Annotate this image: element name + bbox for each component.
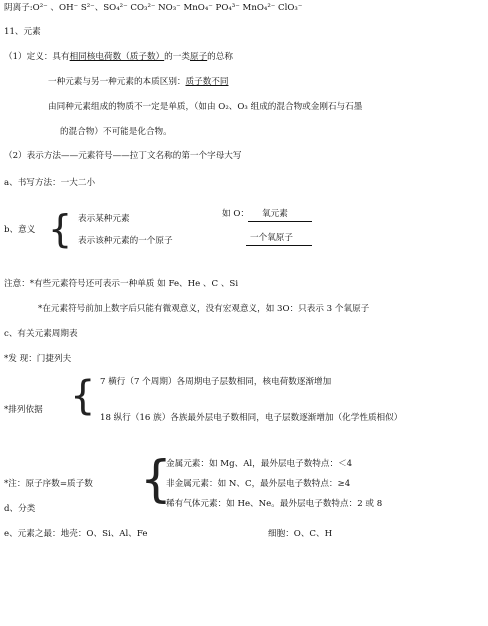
arrange-row-groups: 18 纵行（16 族）各族最外层电子数相同，电子层数逐渐增加（化学性质相似） bbox=[100, 413, 403, 423]
periodic-table-heading: c、有关元素周期表 bbox=[4, 329, 78, 339]
example-oxygen-atom: 一个氧原子 bbox=[250, 233, 293, 243]
definition-prefix: （1）定义：具有 bbox=[4, 52, 70, 62]
attention-line-1: 注意：*有些元素符号还可表示一种单质 如 Fe、He 、C 、Si bbox=[4, 279, 239, 289]
definition-underline-2: 原子 bbox=[189, 52, 208, 62]
example-prefix: 如 O： bbox=[222, 209, 249, 219]
difference-answer: 质子数不同 bbox=[185, 77, 229, 87]
note-line-1: 由同种元素组成的物质不一定是单质，（如由 O₂、O₃ 组成的混合物或金刚石与石墨 bbox=[48, 102, 363, 112]
definition-suffix: 的总称 bbox=[207, 52, 233, 62]
classify-note: *注：原子序数=质子数 bbox=[4, 479, 93, 489]
definition-underline-1: 相同核电荷数（质子数） bbox=[69, 52, 165, 62]
arrange-label: *排列依据 bbox=[4, 405, 43, 415]
example-underline-2 bbox=[246, 245, 312, 246]
discovery-line: *发 现：门捷列夫 bbox=[4, 354, 72, 364]
meaning-brace-icon: { bbox=[48, 207, 73, 251]
classify-metal: 金属元素：如 Mg、Al，最外层电子数特点：＜4 bbox=[166, 459, 353, 469]
classify-noble: 稀有气体元素：如 He、Ne。最外层电子数特点：2 或 8 bbox=[166, 499, 383, 509]
element-most-cell: 细胞：O、C、H bbox=[268, 529, 333, 539]
anion-line: 阴离子:O²⁻ 、OH⁻ S²⁻、SO₄²⁻ CO₃²⁻ NO₃⁻ MnO₄⁻ PO₄³⁻ MnO₄²⁻ ClO₃⁻ bbox=[4, 3, 303, 13]
note-line-2: 的混合物）不可能是化合物。 bbox=[60, 127, 172, 137]
definition-mid: 的一类 bbox=[164, 52, 190, 62]
arrange-row-periods: 7 横行（7 个周期）各周期电子层数相同，核电荷数逐渐增加 bbox=[100, 377, 332, 387]
meaning-label: b、意义 bbox=[4, 225, 36, 235]
section-11-heading: 11、元素 bbox=[4, 27, 41, 37]
writing-method-line: a、书写方法：一大二小 bbox=[4, 178, 96, 188]
arrange-brace-icon: { bbox=[70, 373, 96, 419]
difference-prefix: 一种元素与另一种元素的本质区别： bbox=[48, 77, 186, 87]
meaning-item-atom: 表示该种元素的一个原子 bbox=[78, 236, 173, 246]
example-oxygen-element: 氧元素 bbox=[262, 209, 288, 219]
meaning-item-element: 表示某种元素 bbox=[78, 214, 130, 224]
representation-line: （2）表示方法——元素符号——拉丁文名称的第一个字母大写 bbox=[4, 151, 242, 161]
attention-line-2: *在元素符号前加上数字后只能有微观意义，没有宏观意义，如 3O：只表示 3 个氧原子 bbox=[38, 304, 370, 314]
classify-nonmetal: 非金属元素：如 N、C，最外层电子数特点：≥4 bbox=[166, 479, 351, 489]
example-underline-1 bbox=[248, 221, 312, 222]
element-most-earth: e、元素之最：地壳：O、Si、Al、Fe bbox=[4, 529, 148, 539]
classify-label: d、分类 bbox=[4, 504, 36, 514]
classify-brace-icon: { bbox=[140, 450, 172, 508]
definition-line bbox=[4, 51, 233, 63]
difference-line bbox=[48, 76, 229, 88]
